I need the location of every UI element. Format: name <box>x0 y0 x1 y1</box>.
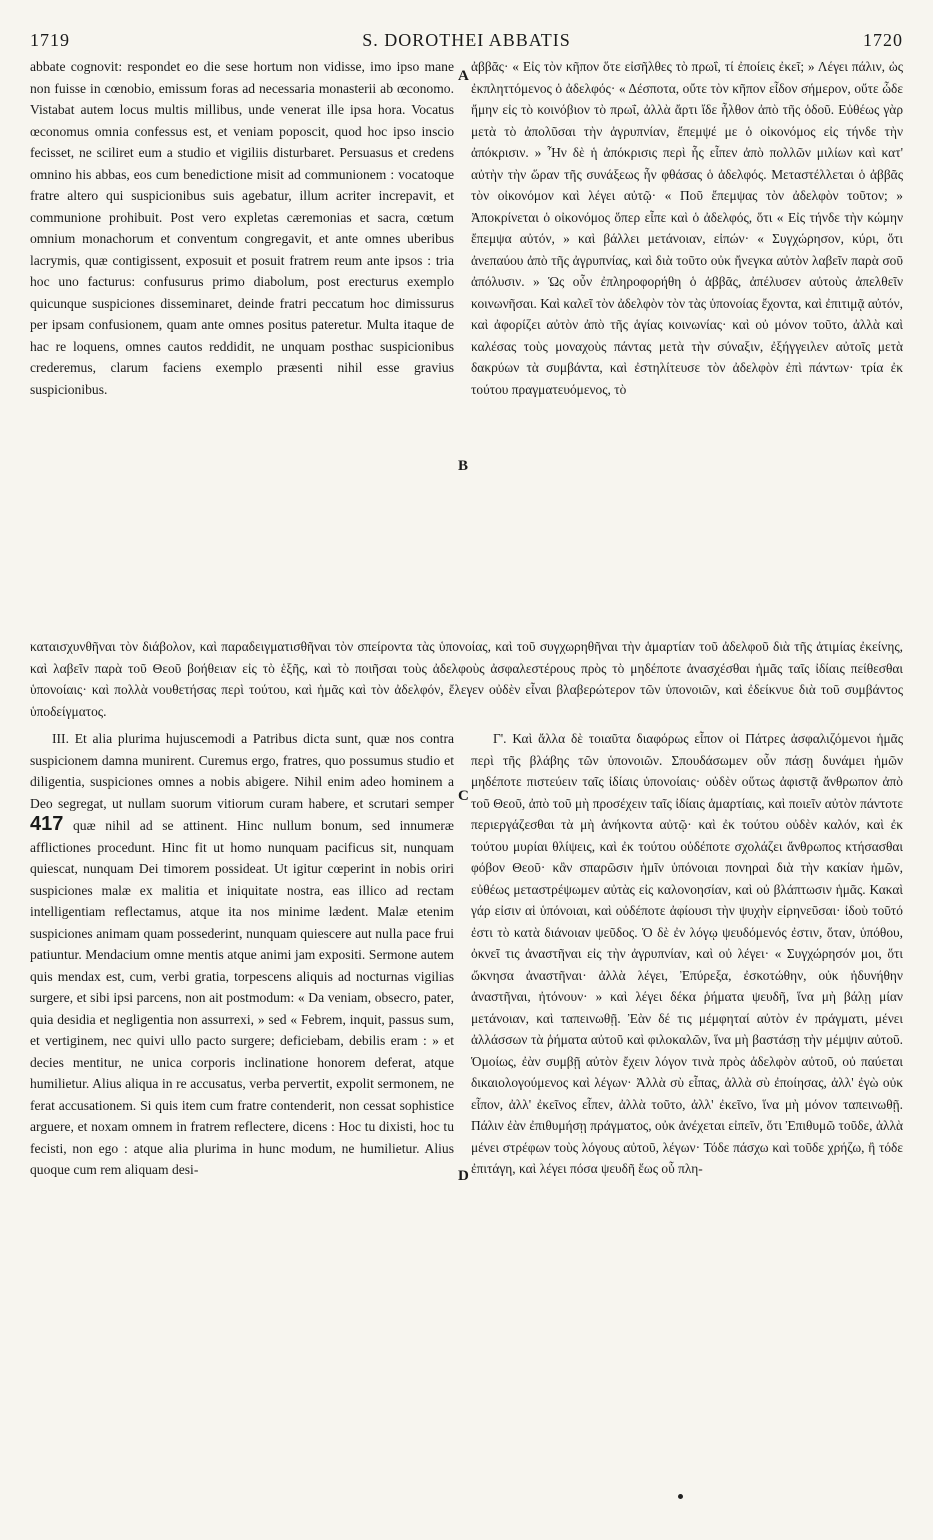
margin-marker-a: A <box>458 68 469 84</box>
right-column-number: 1720 <box>863 30 903 50</box>
latin-text-top: abbate cognovit: respondet eo die sese hortum non vidisse, imo ipso mane non fuisse in cœnobio, emissum foras ad necessaria monasterii ab œconomo. Vistabat autem locus multis millibus, unde venerat ille ipsa hora. Vocatus œconomus omnia confessus est, et veniam poposcit, quod hoc ipso inscio fecisset, ne sciliret eum a studio et vigiliis disturbaret. Persuasus et credens omnino his abbas, eos cum benedictione misit ad communionem : vocatoque fratre altero qui suspicionibus suis agebatur, illum acriter increpavit, et communione prohibuit. Post vero expletas cæremonias et sacra, cœtum omnium monachorum et conventum congregavit, et ante omnes uberibus lacrymis, quæ contigissent, exposuit et posuit fratrem reum ante ipsos : tria hoc uno facturus: confusurus primo diabolum, post erecturus exemplo quicunque suspiciones disseminaret, deinde fratri peccatum hoc dimissurus per ipsam confusionem, quam ante omnes positus pateretur. Multa itaque de hac re loquens, omnes cautos reddidit, ne unquam posthac suspicionibus crederemus, clarum faciens exemplo præsenti nihil esse gravius suspicionibus. <box>30 59 454 397</box>
margin-marker-d: D <box>458 1168 469 1184</box>
latin-bottom-start: III. Et alia plurima hujuscemodi a Patribus dicta sunt, quæ nos contra suspicionem damna munirent. Curemus ergo, fratres, quo possumus studio et diligentia, suspiciones omnes a nobis abigere. Nihil enim adeo hominem a Deo segregat, ut nullam suorum vitiorum curam habere, et scrutari semper <box>30 731 454 811</box>
running-title: S. DOROTHEI ABBATIS <box>362 30 571 50</box>
greek-text-full-width: καταισχυνθῆναι τὸν διάβολον, καὶ παραδειγματισθῆναι τὸν σπείροντα τὰς ὑπονοίας, καὶ τοῦ συγχωρηθῆναι τὴν ἁμαρτίαν τοῦ ἀδελφοῦ διὰ τῆς ἀτιμίας ἐκείνης, καὶ λαβεῖν παρὰ τοῦ Θεοῦ βοήθειαν εἰς τὸ ἑξῆς, καὶ τὸ ποιῆσαι τοὺς ἀδελφοὺς ἀσφαλεστέρους πρὸς τὸ μηδέποτε ἀνασχέσθαι ἡμᾶς ταῖς ἰδίαις πείθεσθαι ὑπονοίαις· καὶ πολλὰ νουθετήσας περὶ τούτου, καὶ ἡμᾶς καὶ τὸν ἀδελφόν, ἔλεγεν οὐδὲν εἶναι βλαβερώτερον τῶν ὑπονοιῶν, καὶ ἐδείκνυε διὰ τοῦ συμβάντος ὑποδείγματος. <box>30 639 903 719</box>
margin-marker-c: C <box>458 788 469 804</box>
ink-dot <box>678 1494 683 1499</box>
original-page-number: 417 <box>30 813 64 835</box>
page <box>30 30 903 1530</box>
margin-marker-b: B <box>458 458 469 474</box>
latin-text-bottom <box>30 728 454 1181</box>
latin-bottom-rest: quæ nihil ad se attinent. Hinc nullum bonum, sed innumeræ afflictiones procedunt. Hinc fit ut homo nunquam pacificus sit, nunquam quiescat, nunquam Dei timorem possideat. Ut igitur cœperint in nobis oriri suspiciones malæ ex malitia et iniquitate nostra, eas illico ad rectam intelligentiam reflectamus, atque ita nos minime lædent. Malæ etenim suspiciones animam quam possederint, nunquam quiescere aut nulla pace frui patiuntur. Mendacium omne mentis atque animi jam expositi. Sermone autem quis mendax est, cum, verbi gratia, torpescens aliquis ad nocturnas vigilias surgere, et sibi ipsi parcens, non ait postmodum: « Da veniam, obsecro, pater, quia desidia et negligentia non assurrexi, » sed « Febrem, inquit, passus sum, et vertiginem, nec quivi ullo pacto surgere; deficiebam, debilis eram : » et decies mentitur, ne unica corporis inclinatione honorem deferat, atque humilietur. Alius aliqua in re accusatus, verba pervertit, expolit sermonem, ne ferat accusationem. Si quis item cum fratre contenderit, non cessat sophistice arguere, et noxam omnem in fratrem reflectere, dicens : Hoc tu dixisti, hoc tu fecisti, non ego : atque alia plurima in hunc modum, ne humilietur. Alius quoque cum rem aliquam desi- <box>30 818 454 1177</box>
running-header <box>30 30 903 56</box>
greek-text-top: ἀββᾶς· « Εἰς τὸν κῆπον ὅτε εἰσῆλθες τὸ πρωΐ, τί ἐποίεις ἐκεῖ; » Λέγει πάλιν, ὡς ἐκπληττόμενος ὁ ἀδελφός· « Δέσποτα, οὔτε τὸν κῆπον εἶδον σήμερον, οὔτε ὧδε ἤμην εἰς τὸ κοινόβιον τὸ πρωΐ, ἀλλὰ ἄρτι ἴδε ἦλθον ἀπὸ τῆς ὁδοῦ. Εὐθέως γὰρ μετὰ τὸ ἀπολῦσαι τὴν ἀγρυπνίαν, ἔπεμψέ με ὁ οἰκονόμος εἰς τήνδε τὴν ἀπόκρισιν. » Ἦν δὲ ἡ ἀπόκρισις περὶ ἧς εἶπεν ἀπὸ πολλῶν μιλίων καὶ κατ' αὐτὴν τὴν ὥραν τῆς συνάξεως ἦν φθάσας ὁ ἀδελφός. Μεταστέλλεται ὁ ἀββᾶς τὸν οἰκονόμον καὶ λέγει αὐτῷ· « Ποῦ ἔπεμψας τὸν ἀδελφὸν τοῦτον; » Ἀποκρίνεται ὁ οἰκονόμος ὅπερ εἶπε καὶ ὁ ἀδελφός, ὅτι « Εἰς τήνδε τὴν κώμην ἔπεμψα αὐτόν, » καὶ βάλλει μετάνοιαν, εἰπών· « Συγχώρησον, κύρι, ὅτι ἀνεπαύου ἀπὸ τῆς ἀγρυπνίας, καὶ διὰ τοῦτο οὐκ ἤνεγκα αὐτὸν λαβεῖν παρὰ σοῦ ἀπόλυσιν. » Ὡς οὖν ἐπληροφορήθη ὁ ἀββᾶς, ἀπέλυσεν αὐτοὺς ἀπελθεῖν κοινωνῆσαι. Καὶ καλεῖ τὸν ἀδελφὸν τὸν τὰς ὑπονοίας ἔχοντα, καὶ ἐπιτιμᾷ αὐτόν, καὶ ἀφορίζει αὐτὸν ἀπὸ τῆς ἁγίας κοινωνίας· καὶ οὐ μόνον τοῦτο, ἀλλὰ καὶ καλέσας τοὺς μοναχοὺς πάντας μετὰ τὴν σύναξιν, ἐξήγγειλεν αὐτοῖς μετὰ δακρύων τὰ συμβάντα, καὶ ἐστηλίτευσε τὸν ἀδελφὸν ἐπὶ πάντων· τρία ἐκ τούτου πραγματευόμενος, τὸ <box>471 59 903 397</box>
left-column-number: 1719 <box>30 30 70 50</box>
top-columns <box>30 56 903 636</box>
greek-text-bottom: Γ'. Καὶ ἄλλα δὲ τοιαῦτα διαφόρως εἶπον οἱ Πάτρες ἀσφαλιζόμενοι ἡμᾶς περὶ τῆς βλάβης τῶν ὑπονοιῶν. Σπουδάσωμεν οὖν πάσῃ δυνάμει ἡμῶν μηδέποτε πιστεύειν ταῖς ἰδίαις ὑπονοίαις· οὐδὲν οὕτως ἀφιστᾷ ἄνθρωπον ἀπὸ τοῦ Θεοῦ, ἀπὸ τοῦ μὴ προσέχειν ταῖς ἰδίαις ἁμαρτίαις, καὶ ποιεῖν αὐτὸν πάντοτε περιεργάζεσθαι τὰ μὴ ἀνήκοντα αὐτῷ· καὶ ἐκ τούτου οὐδὲν καλόν, καὶ ἐκ τούτου μυρίαι θλίψεις, καὶ ἐκ τούτου οὐδέποτε σχολάζει ἄνθρωπος κτήσασθαι φόβον Θεοῦ· κἂν σπαρῶσιν ἡμῖν ὑπόνοιαι πονηραὶ διὰ τὴν κακίαν ἡμῶν, εὐθέως μεταστρέψωμεν αὐτὰς εἰς καλονοησίαν, καὶ οὐ βλάπτωσιν ἡμᾶς. Κακαὶ γάρ εἰσιν αἱ ὑπόνοιαι, καὶ οὐδέποτε ἀφίουσι τὴν ψυχὴν εἰρηνεῦσαι· ἰδοὺ τοῦτό ἐστι τὸ κατὰ διάνοιαν ψεῦδος. Ὁ δὲ ἐν λόγῳ ψευδόμενός ἐστιν, ὅταν, ὑπόθου, ὀκνεῖ τις ἀναστῆναι εἰς τὴν ἀγρυπνίαν, καὶ οὐ λέγει· « Συγχώρησόν μοι, ὅτι ὤκνησα ἀναστῆναι· ἀλλὰ λέγει, Ἐπύρεξα, ἐσκοτώθην, οὐκ ἠδυνήθην ἀναστῆναι, ἠτόνουν· » καὶ λέγει δέκα ῥήματα ψευδῆ, ἵνα μὴ βάλῃ μίαν μετάνοιαν, καὶ ταπεινωθῇ. Ἐὰν δέ τις μέμφηταί αὐτὸν ἐν πράγματι, μένει ἀλλάσσων τὰ ῥήματα αὐτοῦ καὶ φιλοκαλῶν, ἵνα μὴ βαστάσῃ τὴν μέμψιν αὐτοῦ. Ὁμοίως, ἐὰν συμβῇ αὐτὸν ἔχειν λόγον τινὰ πρὸς ἀδελφὸν αὐτοῦ, οὐ παύεται δικαιολογούμενος καὶ λέγων· Ἀλλὰ σὺ εἶπας, ἀλλὰ σὺ ἐποίησας, ἀλλ' ἐγὼ οὐκ εἶπον, ἀλλ' ἐκεῖνος εἶπεν, ἀλλὰ τοῦτο, ἀλλ' ἐκεῖνο, ἵνα μὴ μόνον ταπεινωθῇ. Πάλιν ἐὰν ἐπιθυμήσῃ πράγματος, οὐκ ἀνέχεται εἰπεῖν, ὅτι Ἐπιθυμῶ τοῦδε, ἀλλὰ μένει στρέφων τοὺς λόγους αὐτοῦ, λέγων· Τόδε πάσχω καὶ τοῦδε χρήζω, ἢ τόδε ἐπιτάγη, καὶ λέγει πόσα ψευδῆ ἕως οὗ πλη- <box>471 731 903 1176</box>
